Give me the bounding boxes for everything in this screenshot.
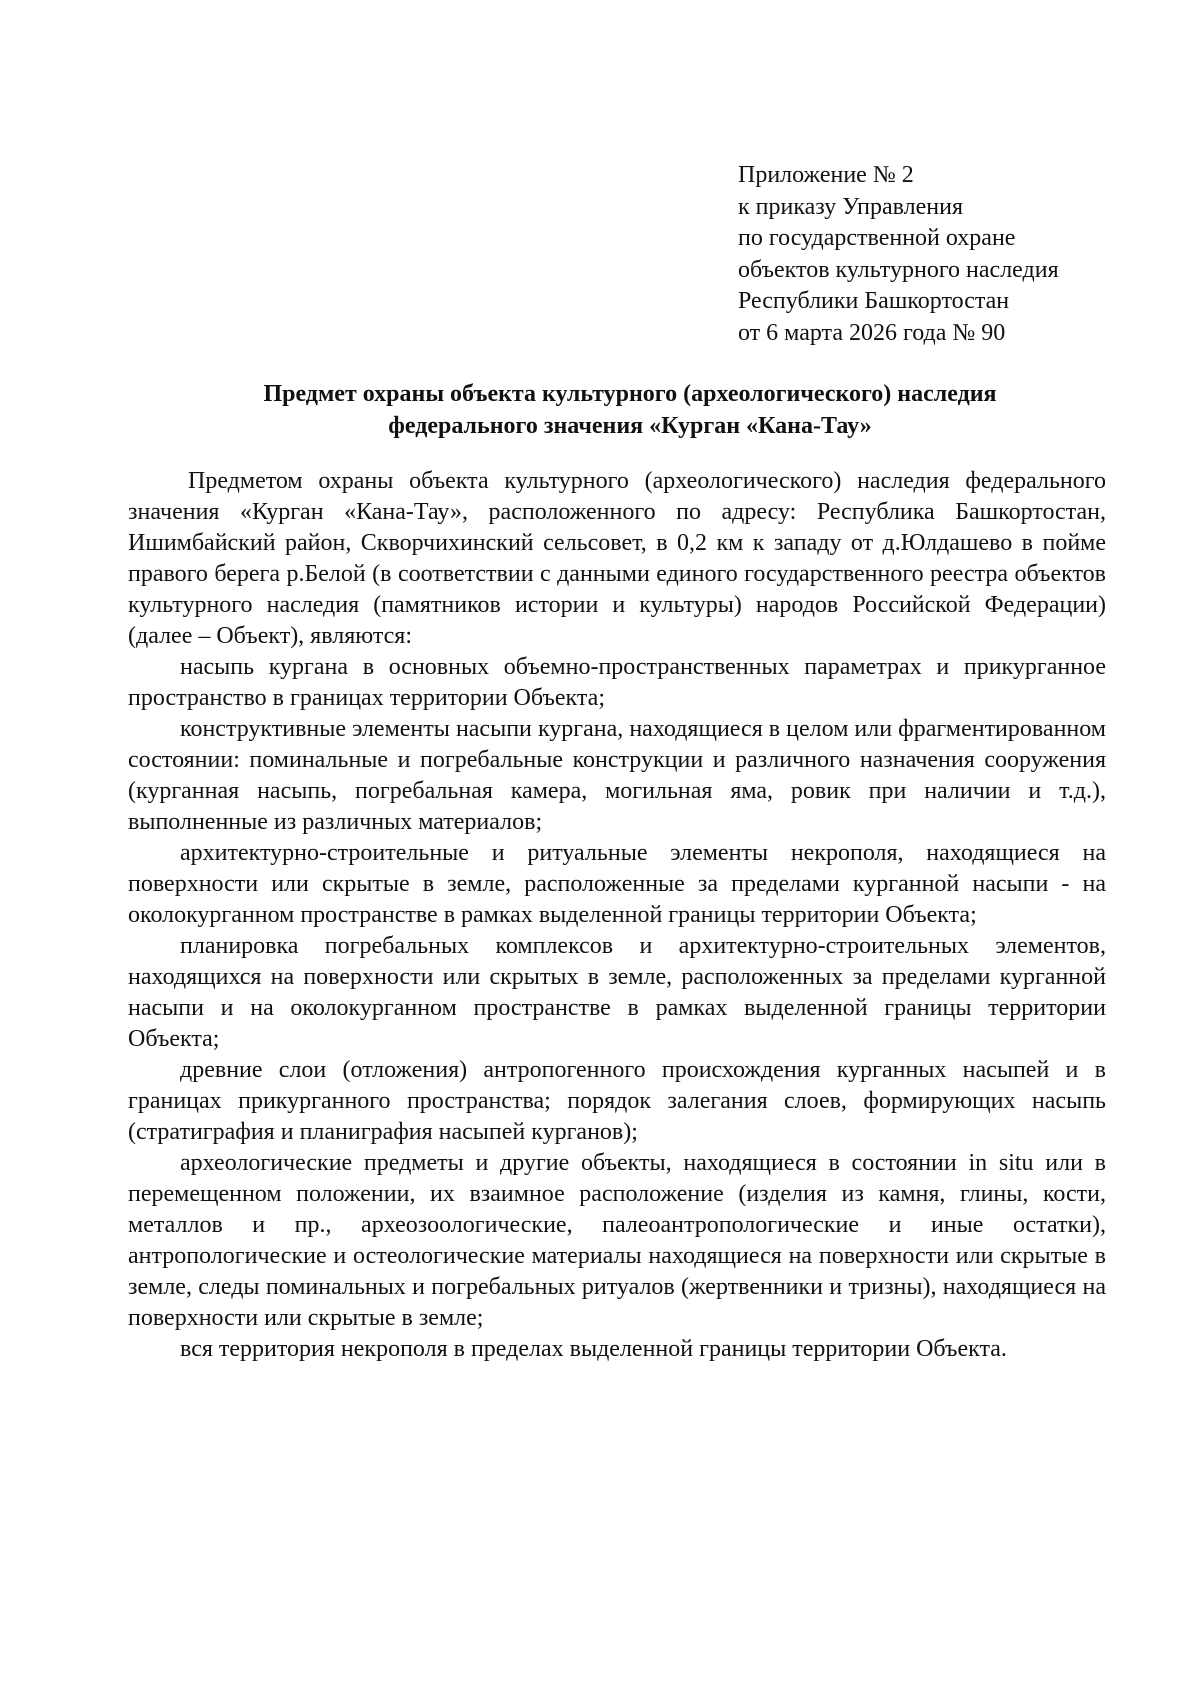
title-line-1: Предмет охраны объекта культурного (археологического) наследия — [263, 381, 997, 407]
appendix-line: объектов культурного наследия — [738, 256, 1059, 283]
list-item: насыпь кургана в основных объемно-пространственных параметрах и прикурганное пространство в границах территории Объекта; — [128, 654, 1106, 711]
appendix-line: Приложение № 2 — [738, 162, 914, 188]
appendix-line: к приказу Управления — [738, 193, 964, 220]
title-line-2: федерального значения «Курган «Кана-Тау» — [388, 413, 872, 439]
appendix-line: от 6 марта 2026 года № 90 — [738, 319, 1006, 346]
list-item: планировка погребальных комплексов и архитектурно-строительных элементов, находящихся на поверхности или скрытых в земле, расположенных за пределами курганной насыпи и на околокурганном пространстве в рамках выделенной границы территории Объекта; — [128, 933, 1106, 1052]
document-body — [128, 466, 1106, 1365]
appendix-header — [738, 160, 1158, 349]
list-item: архитектурно-строительные и ритуальные элементы некрополя, находящиеся на поверхности или скрытые в земле, расположенные за пределами курганной насыпи - на околокурганном пространстве в рамках выделенной границы территории Объекта; — [128, 840, 1106, 928]
list-item: древние слои (отложения) антропогенного происхождения курганных насыпей и в границах прикурганного пространства; порядок залегания слоев, формирующих насыпь (стратиграфия и планиграфия насыпей курганов); — [128, 1057, 1106, 1145]
appendix-line: по государственной охране — [738, 225, 1016, 251]
document-title — [130, 378, 1130, 442]
appendix-line: Республики Башкортостан — [738, 288, 1010, 314]
intro-paragraph: Предметом охраны объекта культурного (археологического) наследия федерального значения «Курган «Кана-Тау», расположенного по адресу: Республика Башкортостан, Ишимбайский район, Скворчихинский сельсовет, в 0,2 км к западу от д.Юлдашево в пойме правого берега р.Белой (в соответствии с данными единого государственного реестра объектов культурного наследия (памятников истории и культуры) народов Российской Федерации) (далее – Объект), являются: — [128, 468, 1106, 649]
list-item: конструктивные элементы насыпи кургана, находящиеся в целом или фрагментированном состоянии: поминальные и погребальные конструкции и различного назначения сооружения (курганная насыпь, погребальная камера, могильная яма, ровик при наличии и т.д.), выполненные из различных материалов; — [128, 716, 1106, 835]
list-item: археологические предметы и другие объекты, находящиеся в состоянии in situ или в перемещенном положении, их взаимное расположение (изделия из камня, глины, кости, металлов и пр., археозоологические, палеоантропологические и иные остатки), антропологические и остеологические материалы находящиеся на поверхности или скрытые в земле, следы поминальных и погребальных ритуалов (жертвенники и тризны), находящиеся на поверхности или скрытые в земле; — [128, 1150, 1106, 1331]
list-item: вся территория некрополя в пределах выделенной границы территории Объекта. — [180, 1336, 1007, 1362]
